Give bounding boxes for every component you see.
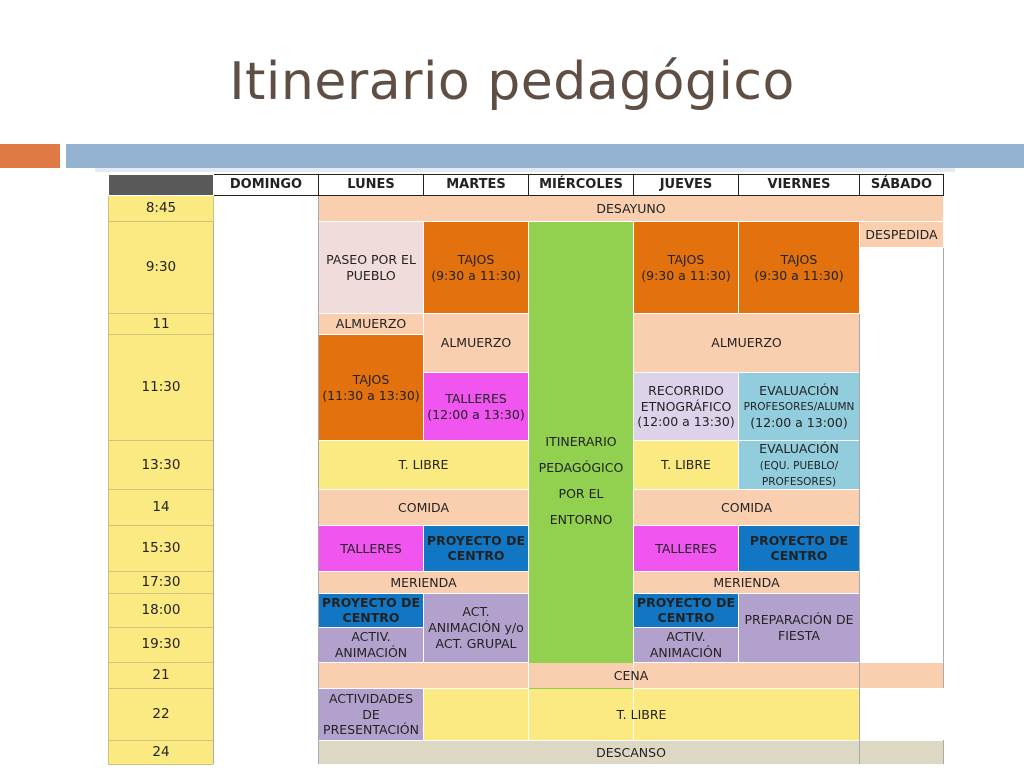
merienda-jv-cell: MERIENDA bbox=[634, 571, 860, 593]
descanso-cell: DESCANSO bbox=[319, 740, 944, 764]
evaluacion-equipo-cell: EVALUACIÓN (EQU. PUEBLO/ PROFESORES) bbox=[739, 441, 860, 490]
comida-jv-cell: COMIDA bbox=[634, 489, 860, 525]
proyecto-viernes-cell: PROYECTO DE CENTRO bbox=[739, 525, 860, 571]
schedule-table bbox=[108, 174, 944, 765]
time-label: 19:30 bbox=[109, 627, 214, 662]
tlibre-jueves-cell: T. LIBRE bbox=[634, 441, 739, 490]
proyecto-lunes-cell: PROYECTO DE CENTRO bbox=[319, 593, 424, 627]
paseo-cell: PASEO POR EL PUEBLO bbox=[319, 222, 424, 314]
header-corner bbox=[109, 175, 214, 196]
tajos-viernes-cell: TAJOS (9:30 a 11:30) bbox=[739, 222, 860, 314]
cena-cell: CENA bbox=[319, 662, 944, 688]
time-label: 15:30 bbox=[109, 525, 214, 571]
evaluacion-profesores-cell: EVALUACIÓN PROFESORES/ALUMN (12:00 a 13:00) bbox=[739, 373, 860, 441]
despedida-cell: DESPEDIDA bbox=[860, 222, 944, 248]
header-day: DOMINGO bbox=[214, 175, 319, 196]
time-label: 21 bbox=[109, 662, 214, 688]
almuerzo-jv-cell: ALMUERZO bbox=[634, 314, 860, 373]
time-label: 11 bbox=[109, 314, 214, 335]
header-day: MARTES bbox=[424, 175, 529, 196]
time-label: 18:00 bbox=[109, 593, 214, 627]
header-day: LUNES bbox=[319, 175, 424, 196]
time-label: 9:30 bbox=[109, 222, 214, 314]
time-label: 8:45 bbox=[109, 196, 214, 222]
header-day: VIERNES bbox=[739, 175, 860, 196]
time-label: 11:30 bbox=[109, 335, 214, 441]
comida-lm-cell: COMIDA bbox=[319, 489, 529, 525]
merienda-lm-cell: MERIENDA bbox=[319, 571, 529, 593]
time-label: 24 bbox=[109, 740, 214, 764]
proyecto-jueves-cell: PROYECTO DE CENTRO bbox=[634, 593, 739, 627]
header-day: MIÉRCOLES bbox=[529, 175, 634, 196]
header-day: SÁBADO bbox=[860, 175, 944, 196]
talleres-jueves-cell: TALLERES bbox=[634, 525, 739, 571]
page-title: Itinerario pedagógico bbox=[229, 52, 795, 112]
tajos-martes-cell: TAJOS (9:30 a 11:30) bbox=[424, 222, 529, 314]
talleres-martes-cell: TALLERES (12:00 a 13:30) bbox=[424, 373, 529, 441]
time-label: 14 bbox=[109, 489, 214, 525]
desayuno-cell: DESAYUNO bbox=[319, 196, 944, 222]
tlibre-noche-cell: T. LIBRE bbox=[424, 688, 860, 740]
activ-animacion-jueves-cell: ACTIV. ANIMACIÓN bbox=[634, 627, 739, 662]
actividades-presentacion-cell: ACTIVIDADES DE PRESENTACIÓN bbox=[319, 688, 424, 740]
proyecto-martes-cell: PROYECTO DE CENTRO bbox=[424, 525, 529, 571]
talleres-lunes-cell: TALLERES bbox=[319, 525, 424, 571]
time-label: 13:30 bbox=[109, 441, 214, 490]
almuerzo-martes-cell: ALMUERZO bbox=[424, 314, 529, 373]
itinerario-cell: ITINERARIO PEDAGÓGICO POR EL ENTORNO bbox=[529, 222, 634, 741]
preparacion-fiesta-cell: PREPARACIÓN DE FIESTA bbox=[739, 593, 860, 662]
tajos-jueves-cell: TAJOS (9:30 a 11:30) bbox=[634, 222, 739, 314]
act-animacion-martes-cell: ACT. ANIMACIÓN y/o ACT. GRUPAL bbox=[424, 593, 529, 662]
accent-bar-blue bbox=[66, 144, 1024, 168]
recorrido-cell: RECORRIDO ETNOGRÁFICO (12:00 a 13:30) bbox=[634, 373, 739, 441]
tajos-lunes-cell: TAJOS (11:30 a 13:30) bbox=[319, 335, 424, 441]
almuerzo-lunes-cell: ALMUERZO bbox=[319, 314, 424, 335]
accent-bar-orange bbox=[0, 144, 60, 168]
tlibre-lm-cell: T. LIBRE bbox=[319, 441, 529, 490]
domingo-empty bbox=[214, 196, 319, 765]
time-label: 22 bbox=[109, 688, 214, 740]
header-day: JUEVES bbox=[634, 175, 739, 196]
activ-animacion-lunes-cell: ACTIV. ANIMACIÓN bbox=[319, 627, 424, 662]
table-frame bbox=[95, 168, 955, 172]
time-label: 17:30 bbox=[109, 571, 214, 593]
